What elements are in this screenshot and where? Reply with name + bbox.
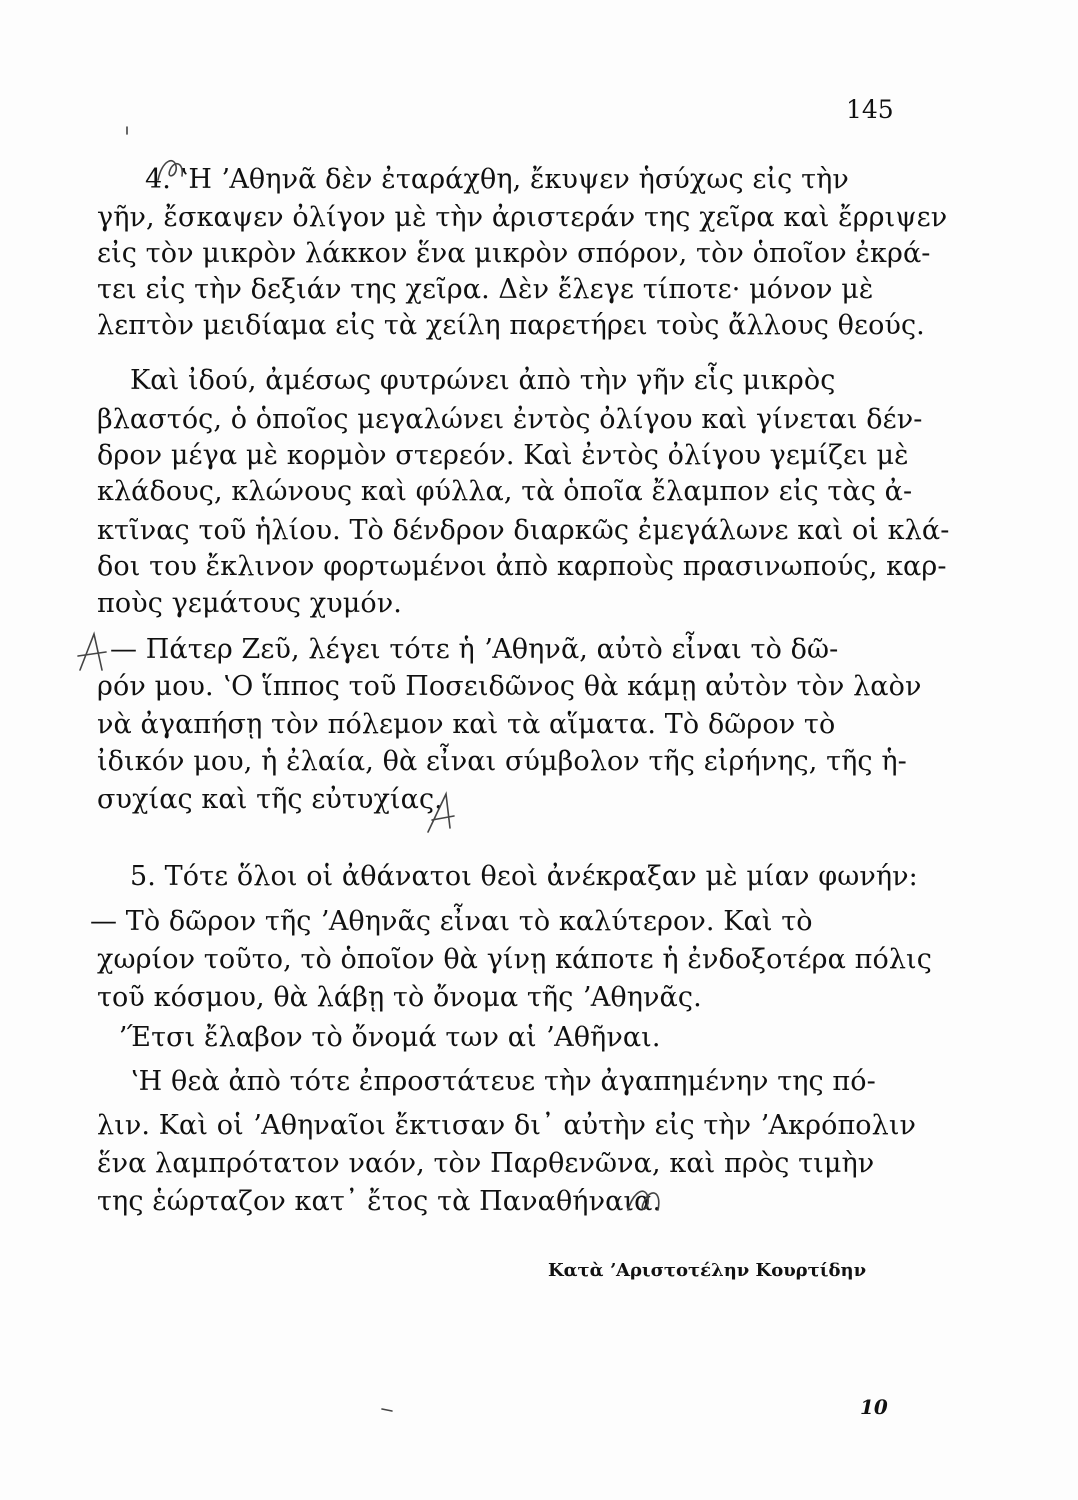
text-line: ρόν μου. ʽΟ ἵππος τοῦ Ποσειδῶνος θὰ κάμῃ αὐτὸν τὸν λαὸν: [97, 671, 922, 702]
text-line: δοι του ἔκλινον φορτωμένοι ἀπὸ καρποὺς πρασινωπούς, καρ-: [97, 551, 947, 582]
text-line: ποὺς γεμάτους χυμόν.: [97, 588, 402, 619]
attribution: Κατὰ ʼΑριστοτέλην Κουρτίδην: [548, 1260, 867, 1281]
text-line: τοῦ κόσμου, θὰ λάβῃ τὸ ὄνομα τῆς ʼΑθηνᾶς.: [97, 982, 702, 1013]
stray-mark-icon: [124, 125, 130, 137]
handwritten-mark-icon: [620, 1180, 680, 1220]
text-line: εἰς τὸν μικρὸν λάκκον ἕνα μικρὸν σπόρον, τὸν ὁποῖον ἐκρά-: [97, 238, 931, 269]
text-line: κτῖνας τοῦ ἡλίου. Τὸ δένδρον διαρκῶς ἐμεγάλωνε καὶ οἱ κλά-: [97, 515, 950, 546]
text-line: τει εἰς τὴν δεξιάν της χεῖρα. Δὲν ἔλεγε τίποτε· μόνον μὲ: [97, 274, 874, 305]
text-line: κλάδους, κλώνους καὶ φύλλα, τὰ ὁποῖα ἔλαμπον εἰς τὰς ἀ-: [97, 476, 913, 507]
text-line: 5. Τότε ὅλοι οἱ ἀθάνατοι θεοὶ ἀνέκραξαν μὲ μίαν φωνήν:: [130, 861, 918, 892]
text-line: συχίας καὶ τῆς εὐτυχίας.: [97, 784, 443, 815]
footer-signature-number: 10: [860, 1395, 888, 1419]
stray-mark-icon: [380, 1406, 394, 1414]
text-line: — Πάτερ Ζεῦ, λέγει τότε ἡ ʼΑθηνᾶ, αὐτὸ εἶναι τὸ δῶ-: [110, 634, 839, 665]
text-line: ἰδικόν μου, ἡ ἐλαία, θὰ εἶναι σύμβολον τῆς εἰρήνης, τῆς ἡ-: [97, 746, 907, 777]
handwritten-mark-icon: [72, 628, 112, 678]
text-line: 4. ʽΗ ʼΑθηνᾶ δὲν ἐταράχθη, ἔκυψεν ἡσύχως εἰς τὴν: [145, 164, 849, 195]
text-line: ʽΗ θεὰ ἀπὸ τότε ἐπροστάτευε τὴν ἀγαπημένην της πό-: [130, 1066, 876, 1097]
text-line: ʼΈτσι ἔλαβον τὸ ὄνομά των αἱ ʼΑθῆναι.: [118, 1022, 661, 1053]
text-line: ἕνα λαμπρότατον ναόν, τὸν Παρθενῶνα, καὶ πρὸς τιμὴν: [97, 1148, 875, 1179]
text-line: λεπτὸν μειδίαμα εἰς τὰ χείλη παρετήρει τοὺς ἄλλους θεούς.: [97, 310, 925, 341]
text-line: Καὶ ἰδού, ἀμέσως φυτρώνει ἀπὸ τὴν γῆν εἷς μικρὸς: [130, 365, 836, 396]
handwritten-mark-icon: [424, 790, 464, 840]
text-line: βλαστός, ὁ ὁποῖος μεγαλώνει ἐντὸς ὀλίγου καὶ γίνεται δέν-: [97, 404, 923, 435]
page-number: 145: [846, 95, 894, 124]
text-line: δρον μέγα μὲ κορμὸν στερεόν. Καὶ ἐντὸς ὀλίγου γεμίζει μὲ: [97, 440, 909, 471]
text-line: λιν. Καὶ οἱ ʼΑθηναῖοι ἔκτισαν δι᾽ αὐτὴν εἰς τὴν ʼΑκρόπολιν: [97, 1110, 917, 1141]
text-line: γῆν, ἔσκαψεν ὀλίγον μὲ τὴν ἀριστεράν της χεῖρα καὶ ἔρριψεν: [97, 202, 948, 233]
text-line: — Τὸ δῶρον τῆς ʼΑθηνᾶς εἶναι τὸ καλύτερον. Καὶ τὸ: [90, 906, 813, 937]
text-line: χωρίον τοῦτο, τὸ ὁποῖον θὰ γίνῃ κάποτε ἡ ἐνδοξοτέρα πόλις: [97, 944, 932, 975]
text-line: της ἑώρταζον κατ᾽ ἔτος τὰ Παναθήναια.: [97, 1186, 662, 1217]
text-line: νὰ ἀγαπήσῃ τὸν πόλεμον καὶ τὰ αἵματα. Τὸ δῶρον τὸ: [97, 709, 836, 740]
handwritten-mark-icon: [152, 150, 192, 190]
